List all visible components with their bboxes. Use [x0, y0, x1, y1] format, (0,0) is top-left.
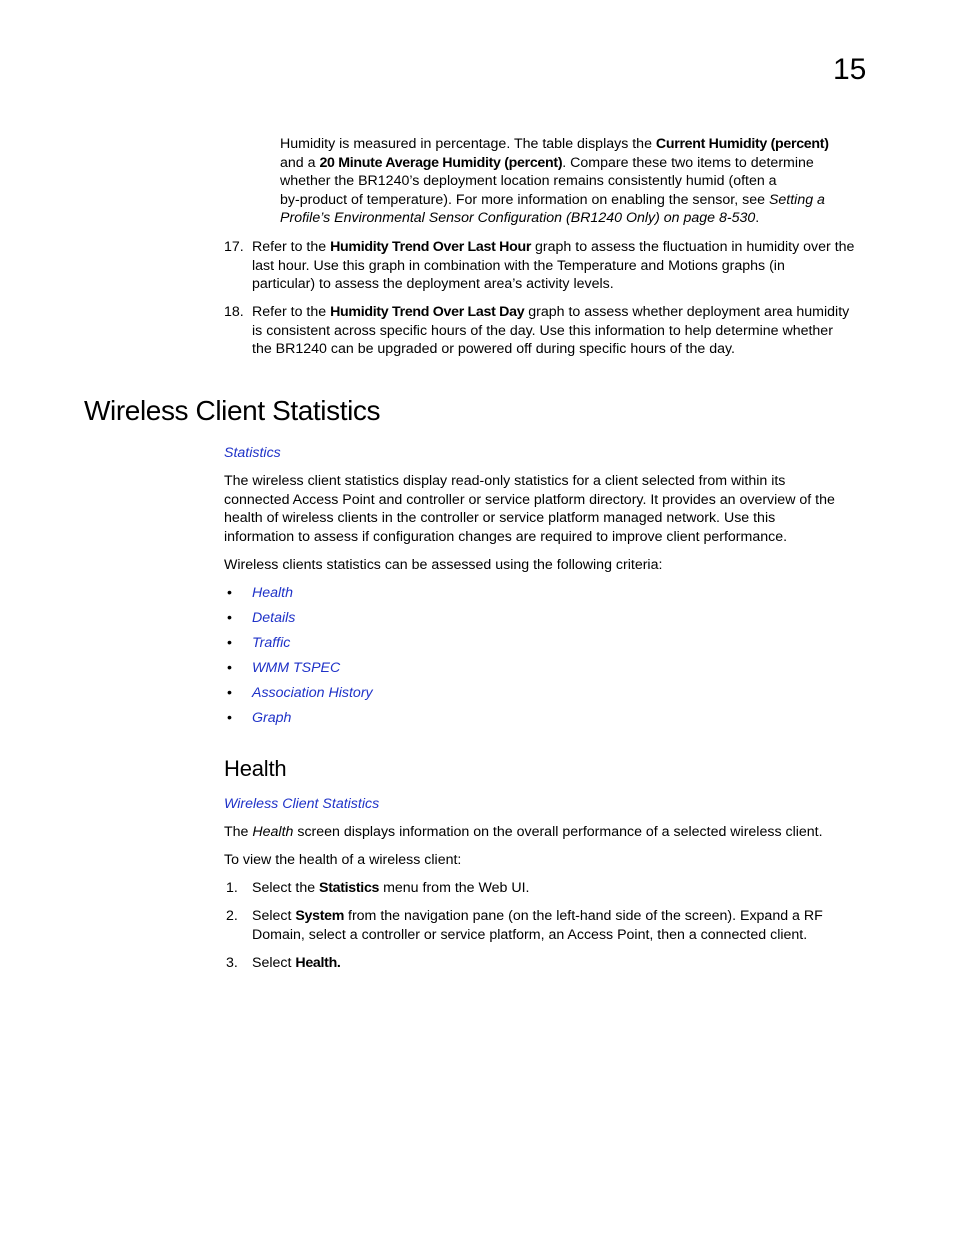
humidity-paragraph	[280, 135, 880, 228]
ui-term: Current Humidity (percent)	[655, 136, 829, 152]
step-number: 2.	[226, 908, 238, 924]
text: connected Access Point and controller or service platform directory. It provides an overview of the	[224, 491, 835, 508]
view-health-text: To view the health of a wireless client:	[224, 852, 462, 868]
health-link[interactable]: Health	[252, 585, 294, 601]
text: last hour. Use this graph in combination with the Temperature and Motions graphs (in	[252, 257, 785, 274]
chapter-number: 15	[833, 53, 867, 86]
text: menu from the Web UI.	[379, 880, 530, 896]
text: graph to assess the fluctuation in humidity over the	[531, 239, 855, 255]
step-number: 1.	[226, 880, 238, 896]
text: is consistent across specific hours of the day. Use this information to help determine whether	[252, 322, 833, 339]
text: Refer to the	[252, 239, 331, 255]
details-link[interactable]: Details	[252, 610, 296, 626]
criteria-text: Wireless clients statistics can be assessed using the following criteria:	[224, 557, 663, 573]
health-description	[224, 823, 823, 842]
association-history-link[interactable]: Association History	[252, 685, 373, 701]
health-title: Health	[224, 756, 287, 781]
cross-reference: Profile’s Environmental Sensor Configuration (BR1240 Only) on page 8-530	[280, 210, 756, 227]
health-step-3	[224, 954, 884, 973]
ui-term: Humidity Trend Over Last Hour	[330, 239, 532, 255]
health-step-2	[224, 907, 884, 944]
graph-link[interactable]: Graph	[252, 710, 292, 726]
step-18	[224, 303, 884, 359]
text: Domain, select a controller or service platform, an Access Point, then a connected client.	[252, 926, 808, 943]
ui-term: System	[295, 908, 345, 924]
traffic-link[interactable]: Traffic	[252, 635, 291, 651]
statistics-link[interactable]: Statistics	[224, 445, 281, 461]
step-17	[224, 238, 884, 294]
cross-reference: Setting a	[768, 191, 825, 208]
bullet: •	[227, 660, 232, 676]
text: Select the	[252, 880, 320, 896]
step-number: 18.	[224, 304, 244, 320]
text: graph to assess whether deployment area humidity	[524, 304, 850, 320]
text: and a	[280, 154, 320, 171]
bullet: •	[227, 635, 232, 651]
text: . Compare these two items to determine	[562, 154, 814, 171]
wireless-client-statistics-link[interactable]: Wireless Client Statistics	[224, 796, 380, 812]
text: The wireless client statistics display read-only statistics for a client selected from within its	[224, 473, 786, 489]
text: screen displays information on the overall performance of a selected wireless client.	[293, 824, 823, 840]
intro-paragraph	[224, 472, 835, 546]
text: whether the BR1240’s deployment location remains consistently humid (often a	[280, 173, 777, 190]
ui-term: 20 Minute Average Humidity (percent)	[319, 154, 563, 171]
ui-term: Statistics	[319, 880, 380, 896]
text: by-product of temperature). For more information on enabling the sensor, see	[280, 191, 769, 208]
step-number: 17.	[224, 239, 244, 255]
step-number: 3.	[226, 955, 238, 971]
bullet: •	[227, 585, 232, 601]
text: .	[755, 210, 760, 227]
text: the BR1240 can be upgraded or powered off during specific hours of the day.	[252, 341, 735, 358]
ui-term: Humidity Trend Over Last Day	[330, 304, 525, 320]
section-title: Wireless Client Statistics	[84, 395, 381, 426]
text: Refer to the	[252, 304, 331, 320]
bullet: •	[227, 710, 232, 726]
text: from the navigation pane (on the left-hand side of the screen). Expand a RF	[344, 908, 823, 924]
screen-name: Health	[252, 824, 294, 840]
text: information to assess if configuration changes are required to improve client performance.	[224, 528, 788, 545]
health-step-1	[224, 879, 884, 898]
ui-term: Health.	[295, 955, 341, 971]
text: Select	[252, 955, 296, 971]
bullet: •	[227, 610, 232, 626]
bullet: •	[227, 685, 232, 701]
text: health of wireless clients in the controller or service platform managed network. Use this	[224, 510, 776, 527]
text: particular) to assess the deployment area’s activity levels.	[252, 276, 614, 293]
wmm-tspec-link[interactable]: WMM TSPEC	[252, 660, 341, 676]
text: Humidity is measured in percentage. The table displays the	[280, 136, 656, 152]
text: The	[224, 824, 253, 840]
text: Select	[252, 908, 296, 924]
